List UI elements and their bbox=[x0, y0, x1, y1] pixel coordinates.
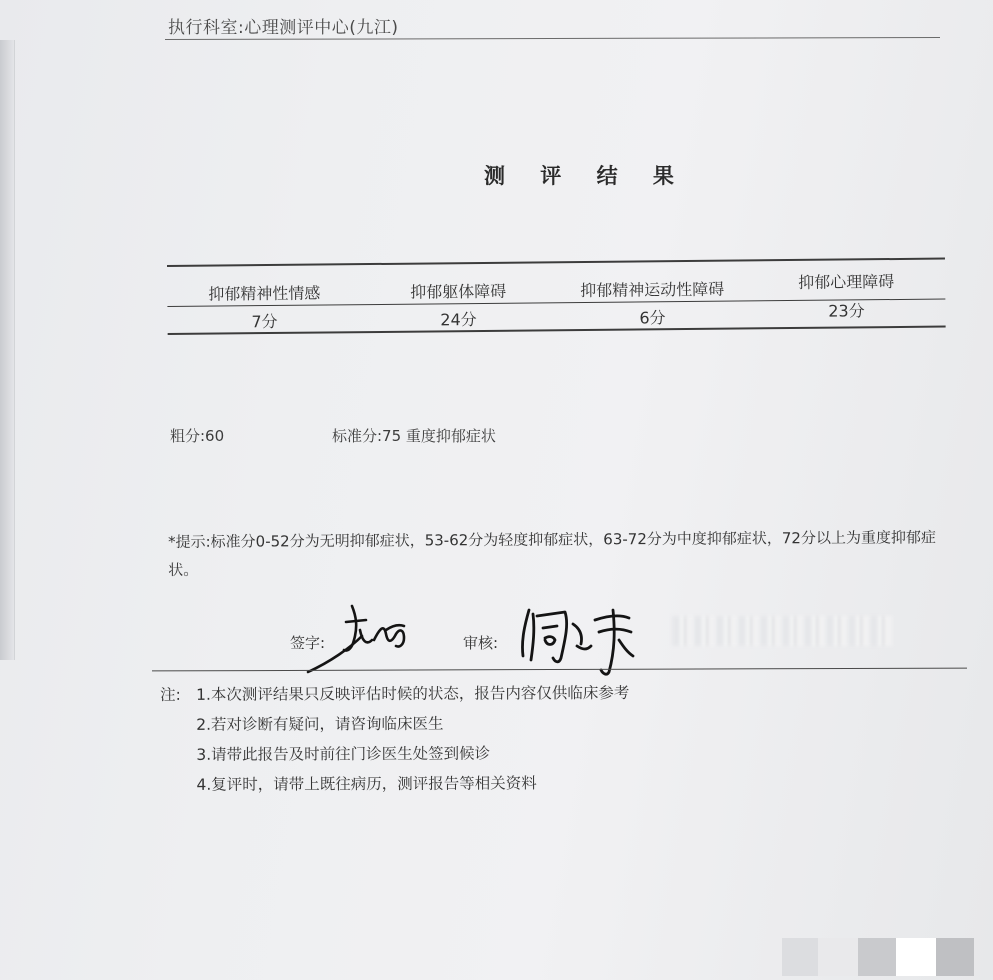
department-header: 执行科室:心理测评中心(九江) bbox=[168, 18, 399, 38]
notes-label: 注: bbox=[160, 685, 181, 704]
signature-image bbox=[300, 600, 420, 680]
watermark-block bbox=[782, 938, 818, 976]
score-table bbox=[167, 258, 946, 337]
review-label: 审核: bbox=[463, 634, 499, 652]
watermark-block bbox=[818, 938, 858, 976]
notes-section bbox=[160, 678, 630, 800]
table-top-rule bbox=[167, 258, 945, 267]
table-value-cell: 6分 bbox=[639, 308, 666, 328]
standard-score: 标准分:75 重度抑郁症状 bbox=[332, 427, 496, 445]
page-title: 测 评 结 果 bbox=[484, 164, 688, 188]
table-header-cell: 抑郁精神性情感 bbox=[208, 283, 321, 304]
note-text: 1.本次测评结果只反映评估时候的状态，报告内容仅供临床参考 bbox=[196, 683, 630, 704]
table-value-cell: 24分 bbox=[440, 310, 477, 330]
underlying-paper-edge bbox=[0, 40, 15, 660]
table-value-cell: 7分 bbox=[251, 311, 278, 332]
note-item bbox=[160, 738, 629, 770]
note-item bbox=[160, 708, 629, 740]
watermark-block bbox=[936, 938, 974, 976]
note-item bbox=[160, 678, 629, 710]
sign-label: 签字: bbox=[290, 634, 326, 652]
watermark-block bbox=[858, 938, 896, 976]
score-hint: *提示:标准分0-52分为无明抑郁症状，53-62分为轻度抑郁症状，63-72分为中度抑郁症状，72分以上为重度抑郁症状。 bbox=[168, 528, 937, 579]
note-text: 2.若对诊断有疑问，请咨询临床医生 bbox=[196, 714, 444, 734]
table-header-cell: 抑郁精神运动性障碍 bbox=[580, 279, 725, 301]
watermark-block bbox=[896, 938, 936, 976]
table-header-cell: 抑郁心理障碍 bbox=[798, 272, 895, 292]
note-text: 4.复评时，请带上既往病历，测评报告等相关资料 bbox=[196, 774, 537, 794]
table-header-cell: 抑郁躯体障碍 bbox=[410, 281, 507, 302]
redacted-area bbox=[672, 616, 892, 646]
note-item bbox=[160, 768, 629, 800]
note-text: 3.请带此报告及时前往门诊医生处签到候诊 bbox=[196, 744, 491, 764]
raw-score: 粗分:60 bbox=[170, 427, 225, 445]
table-value-cell: 23分 bbox=[828, 301, 865, 321]
